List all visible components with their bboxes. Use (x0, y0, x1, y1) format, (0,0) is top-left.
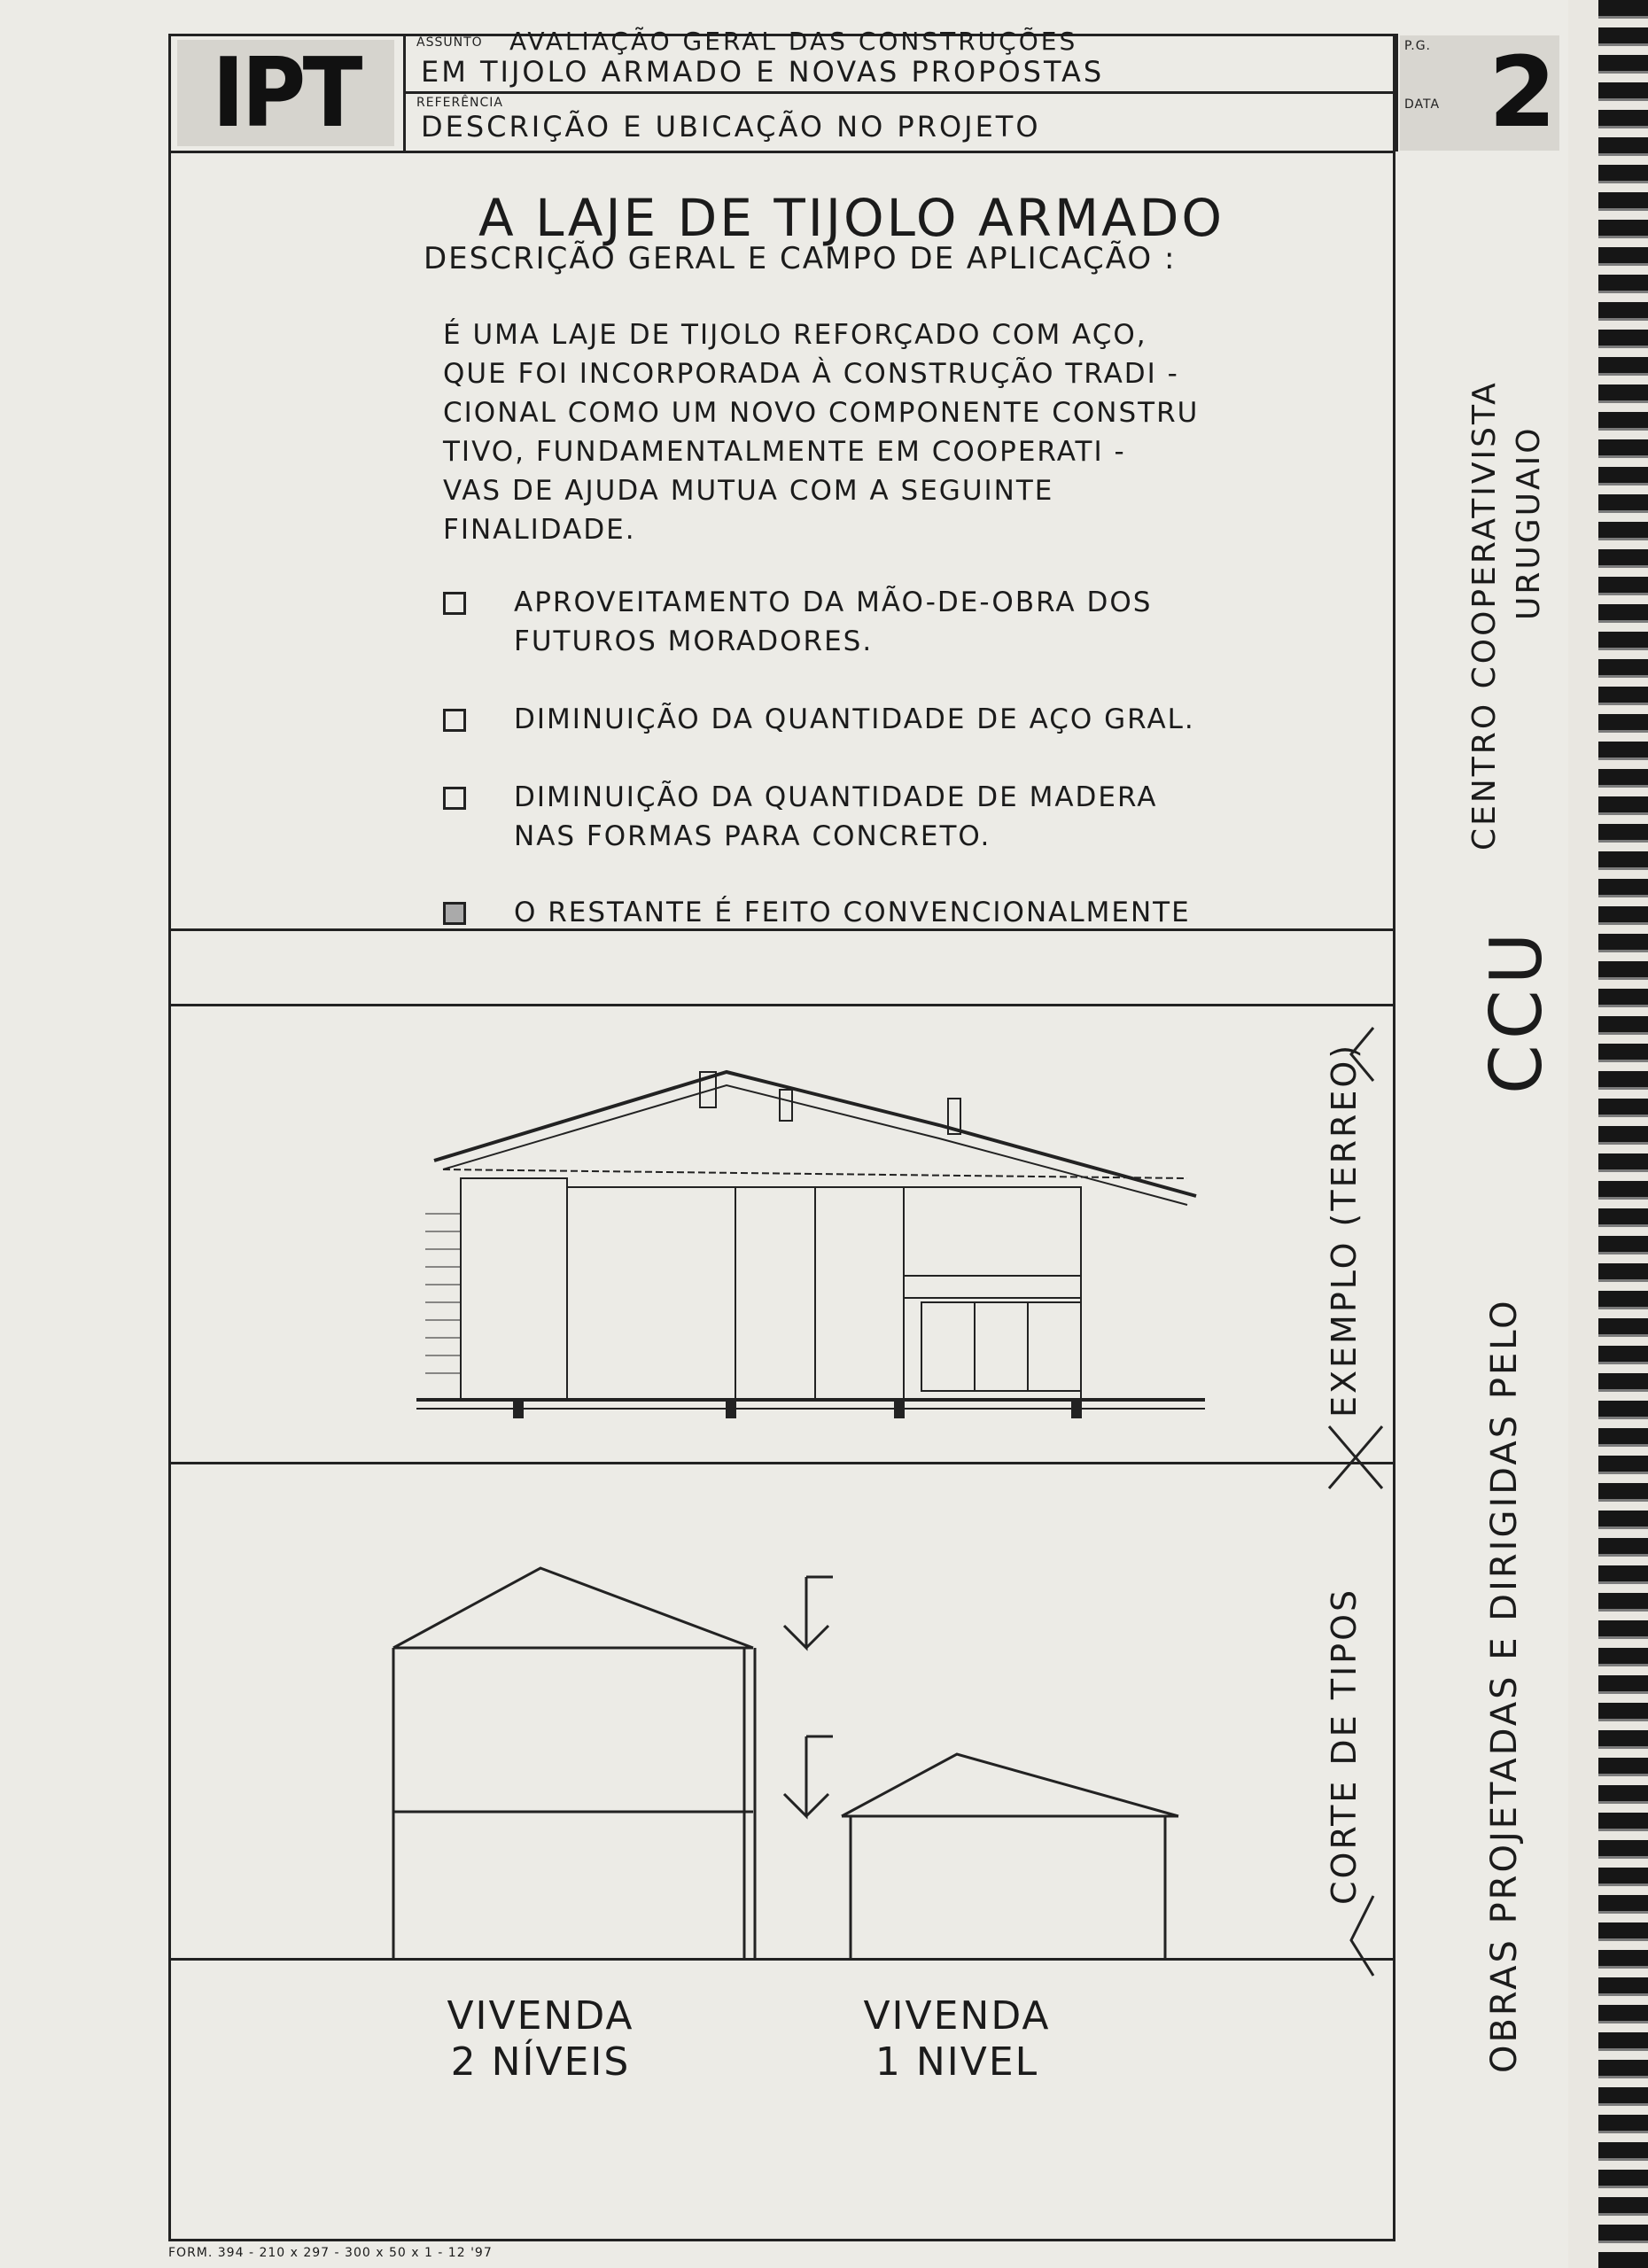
bracket-markers (1311, 1010, 1391, 1993)
assunto-line1: AVALIAÇÃO GERAL DAS CONSTRUÇÕES (509, 27, 1078, 56)
checkbox-icon (443, 787, 466, 810)
paragraph-line: TIVO, FUNDAMENTALMENTE EM COOPERATI - (443, 436, 1126, 468)
checkbox-icon (443, 709, 466, 732)
caption-line: VIVENDA (863, 1993, 1051, 2039)
description-paragraph (443, 315, 1373, 549)
bullet-item (443, 778, 1382, 856)
checkbox-icon (443, 592, 466, 615)
logo-text: IPT (212, 37, 360, 149)
drawing-section-divider (168, 1462, 1395, 1464)
header-mid-divider (403, 91, 1395, 94)
referencia-label: REFERÊNCIA (416, 96, 503, 110)
paragraph-line: FINALIDADE. (443, 514, 636, 546)
form-footer: FORM. 394 - 210 x 297 - 300 x 50 x 1 - 12 '97 (168, 2246, 493, 2260)
margin-obras: OBRAS PROJETADAS E DIRIGIDAS PELO (1484, 1298, 1525, 2073)
header-divider (168, 151, 1395, 153)
bullet-item (443, 583, 1382, 661)
caption-line: 2 NÍVEIS (450, 2039, 631, 2085)
bullet-line: O RESTANTE É FEITO CONVENCIONALMENTE (514, 897, 1191, 928)
data-label: DATA (1404, 97, 1441, 112)
caption-two-levels (425, 1993, 656, 2085)
bullet-line: NAS FORMAS PARA CONCRETO. (514, 820, 991, 852)
pg-divider (1395, 34, 1398, 151)
bullet-line: DIMINUIÇÃO DA QUANTIDADE DE AÇO GRAL. (514, 703, 1195, 735)
logo-divider (403, 34, 406, 151)
assunto-label: ASSUNTO (416, 35, 483, 50)
paragraph-line: É UMA LAJE DE TIJOLO REFORÇADO COM AÇO, (443, 319, 1147, 351)
paragraph-line: VAS DE AJUDA MUTUA COM A SEGUINTE (443, 475, 1054, 507)
caption-line: VIVENDA (447, 1993, 634, 2039)
bullet-item (443, 893, 1382, 932)
margin-centro: CENTRO COOPERATIVISTA (1466, 380, 1503, 850)
assunto-line2: EM TIJOLO ARMADO E NOVAS PROPOSTAS (421, 55, 1105, 89)
referencia-value: DESCRIÇÃO E UBICAÇÃO NO PROJETO (421, 110, 1041, 144)
paragraph-line: QUE FOI INCORPORADA À CONSTRUÇÃO TRADI - (443, 358, 1179, 390)
page-subtitle: DESCRIÇÃO GERAL E CAMPO DE APLICAÇÃO : (424, 241, 1177, 276)
caption-one-level (842, 1993, 1072, 2085)
bullet-item (443, 700, 1382, 739)
house-section-sketch (390, 1559, 1249, 1967)
exemplo-label: EXEMPLO (TERREO) (1325, 1042, 1364, 1418)
bullet-line: DIMINUIÇÃO DA QUANTIDADE DE MADERA (514, 781, 1158, 813)
margin-ccu: CCU (1475, 927, 1558, 1094)
corte-label: CORTE DE TIPOS (1325, 1587, 1364, 1905)
checkbox-icon (443, 902, 466, 925)
pg-label: P.G. (1404, 39, 1432, 53)
bullet-line: APROVEITAMENTO DA MÃO-DE-OBRA DOS (514, 586, 1153, 618)
ipt-logo (177, 37, 394, 149)
label-column-divider (1393, 151, 1395, 2241)
spiral-binding (1568, 0, 1648, 2268)
page-number: 2 (1489, 35, 1557, 149)
margin-uruguaio: URUGUAIO (1511, 425, 1547, 620)
paragraph-line: CIONAL COMO UM NOVO COMPONENTE CONSTRU (443, 397, 1200, 429)
page-title: A LAJE DE TIJOLO ARMADO (478, 188, 1225, 248)
caption-line: 1 NIVEL (875, 2039, 1039, 2085)
building-section-drawing (408, 983, 1223, 1444)
bullet-line: FUTUROS MORADORES. (514, 625, 874, 657)
